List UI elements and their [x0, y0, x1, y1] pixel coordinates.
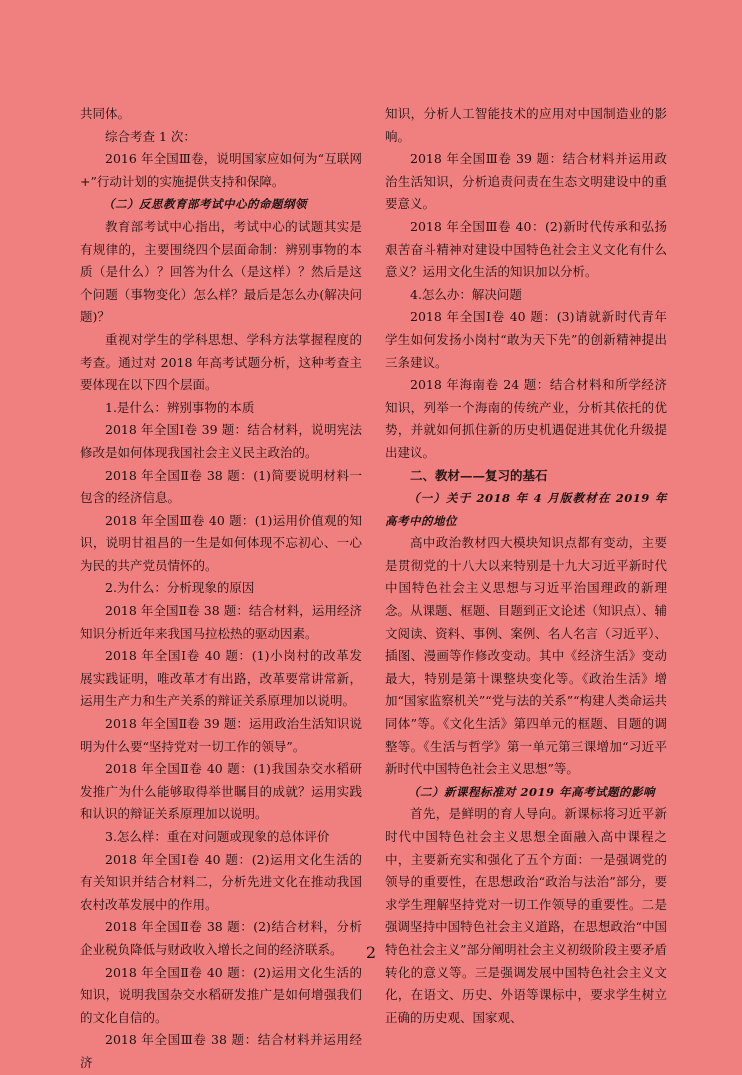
section-heading: （一）关于 2018 年 4 月版教材在 2019 年高考中的地位 [385, 491, 667, 528]
paragraph: 2018 年全国Ⅲ卷 40：(2)新时代传承和弘扬艰苦奋斗精神对建设中国特色社会主义文化有什么意义？运用文化生活的知识加以分析。 [385, 218, 667, 280]
section-heading: 二、教材——复习的基石 [410, 467, 548, 483]
paragraph: 2018 年全国Ⅰ卷 39 题：结合材料，说明宪法修改是如何体现我国社会主义民主政治的。 [80, 422, 362, 460]
paragraph: 2018 年全国Ⅱ卷 38 题：(2)结合材料，分析企业税负降低与财政收入增长之间的经济联系。 [80, 919, 362, 957]
section-heading: （二）新课程标准对 2019 年高考试题的影响 [408, 784, 656, 799]
section-heading: （二）反思教育部考试中心的命题纲领 [103, 197, 307, 212]
paragraph: 2018 年全国Ⅲ卷 38 题：结合材料并运用经济 [80, 1032, 362, 1070]
paragraph: 3.怎么样：重在对问题或现象的总体评价 [105, 829, 330, 844]
paragraph: 2018 年海南卷 24 题：结合材料和所学经济知识，列举一个海南的传统产业，分析其依托的优势，并就如何抓住新的历史机遇促进其优化升级提出建议。 [385, 377, 667, 460]
paragraph: 2018 年全国Ⅰ卷 40 题：(2)运用文化生活的有关知识并结合材料二，分析先进文化在推动我国农村改革发展中的作用。 [80, 851, 362, 912]
left-text-column [80, 103, 362, 1075]
paragraph: 2018 年全国Ⅱ卷 39 题：运用政治生活知识说明为什么要“坚持党对一切工作的领导”。 [80, 716, 362, 754]
page-number: 2 [365, 943, 377, 962]
paragraph: 共同体。 [80, 106, 131, 121]
paragraph: 知识，分析人工智能技术的应用对中国制造业的影响。 [385, 106, 667, 144]
paragraph: 2018 年全国Ⅲ卷 40 题：(1)运用价值观的知识，说明甘祖昌的一生是如何体现不忘初心、一心为民的共产党员情怀的。 [80, 512, 362, 573]
paragraph: 重视对学生的学科思想、学科方法掌握程度的考查。通过对 2018 年高考试题分析，这种考查主要体现在以下四个层面。 [80, 331, 362, 393]
paragraph: 1.是什么：辨别事物的本质 [105, 399, 255, 415]
paragraph: 2018 年全国Ⅱ卷 40 题：(2)运用文化生活的知识，说明我国杂交水稻研发推广是如何增强我们的文化自信的。 [80, 964, 362, 1025]
paragraph: 2016 年全国Ⅲ卷，说明国家应如何为“互联网 +”行动计划的实施提供支持和保障。 [80, 151, 362, 189]
paragraph: 2018 年全国Ⅱ卷 38 题：结合材料，运用经济知识分析近年来我国马拉松热的驱动因素。 [80, 603, 362, 641]
right-text-column [385, 103, 667, 1029]
paragraph: 高中政治教材四大模块知识点都有变动，主要是贯彻党的十八大以来特别是十九大习近平新时代中国特色社会主义思想与习近平治国理政的新理念。从课题、框题、目题到正文论述（知识点）、辅文阅读、资料、事例、案例、名人名言（习近平）、插图、漫画等作修改变动。其中《经济生活》变动最大，特别是第十课整块变化等。《政治生活》增加“国家监察机关”“党与法的关系”“构建人类命运共同体”等。《文化生活》第四单元的框题、目题的调整等。《生活与哲学》第一单元第三课增加“习近平新时代中国特色社会主义思想”等。 [385, 535, 667, 777]
paragraph: 2018 年全国Ⅰ卷 40 题：(1)小岗村的改革发展实践证明，唯改革才有出路，改革要常讲常新，运用生产力和生产关系的辩证关系原理加以说明。 [80, 648, 362, 709]
paragraph: 4.怎么办：解决问题 [410, 286, 522, 302]
paragraph: 综合考查 1 次： [105, 128, 196, 144]
paragraph: 教育部考试中心指出，考试中心的试题其实是有规律的，主要围绕四个层面命制：辨别事物的本质（是什么）？回答为什么（是这样）？然后是这个问题（事物变化）怎么样？最后是怎么办(解决问题)？ [80, 218, 362, 325]
paragraph: 2018 年全国Ⅲ卷 39 题：结合材料并运用政治生活知识，分析追责问责在生态文明建设中的重要意义。 [385, 151, 667, 212]
paragraph: 2018 年全国Ⅱ卷 40 题：(1)我国杂交水稻研发推广为什么能够取得举世瞩目的成就？运用实践和认识的辩证关系原理加以说明。 [80, 761, 362, 822]
paragraph: 首先，是鲜明的育人导向。新课标将习近平新时代中国特色社会主义思想全面融入高中课程之中，主要新充实和强化了五个方面：一是强调党的领导的重要性，在思想政治“政治与法治”部分，要求学生理解坚持党对一切工作领导的重要性。二是强调坚持中国特色社会主义道路，在思想政治“中国特色社会主义”部分阐明社会主义初级阶段主要矛盾转化的意义等。三是强调发展中国特色社会主义文化，在语文、历史、外语等课标中，要求学生树立正确的历史观、国家观、 [385, 806, 667, 1025]
paragraph: 2018 年全国Ⅰ卷 40 题：(3)请就新时代青年学生如何发扬小岗村“敢为天下先”的创新精神提出三条建议。 [385, 309, 667, 370]
paragraph: 2018 年全国Ⅱ卷 38 题：(1)简要说明材料一包含的经济信息。 [80, 467, 362, 506]
paragraph: 2.为什么：分析现象的原因 [105, 580, 255, 596]
